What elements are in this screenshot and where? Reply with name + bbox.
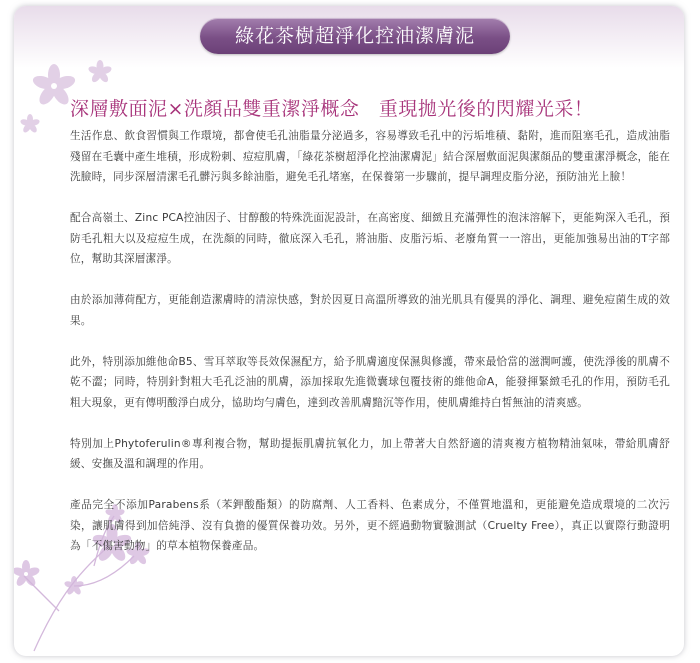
- body-text: [70, 126, 670, 577]
- paragraph-mint: 由於添加薄荷配方，更能創造潔膚時的清涼快感，對於因夏日高溫所導致的油光肌具有優異的淨化、調理、避免痘菌生成的效果。: [70, 294, 670, 327]
- page-title: 綠花茶樹超淨化控油潔膚泥: [200, 18, 510, 54]
- paragraph-ingredients: 配合高嶺土、Zinc PCA控油因子、甘醇酸的特殊洗面泥設計，在高密度、細緻且充滿彈性的泡沫溶解下，更能夠深入毛孔，預防毛孔粗大以及痘痘生成，在洗顏的同時，徹底深入毛孔，將油脂、皮脂污垢、老廢角質一一溶出，更能加強易出油的T字部位，幫助其深層潔淨。: [70, 212, 670, 265]
- paragraph-phytoferulin: 特別加上Phytoferulin®專利複合物，幫助提振肌膚抗氧化力，加上帶著大自然舒適的清爽複方植物精油氣味，帶給肌膚舒緩、安撫及溫和調理的作用。: [70, 437, 670, 470]
- paragraph-intro: 生活作息、飲食習慣與工作環境，都會使毛孔油脂量分泌過多，容易導致毛孔中的污垢堆積、黏附，進而阻塞毛孔，造成油脂殘留在毛囊中產生堆積，形成粉刺、痘痘肌膚，「綠花茶樹超淨化控油潔膚泥」結合深層敷面泥與潔顏品的雙重潔淨概念，能在洗臉時，同步深層清潔毛孔髒污與多餘油脂，避免毛孔堵塞，在保養第一步驟前，提早調理皮脂分泌，預防油光上臉！: [70, 130, 670, 183]
- paragraph-moisture: 此外，特別添加維他命B5、雪耳萃取等長效保濕配方，給予肌膚適度保濕與修護，帶來最恰當的滋潤呵護，使洗淨後的肌膚不乾不澀；同時，特別針對粗大毛孔泛油的肌膚，添加採取先進微囊球包覆技術的維他命A，能發揮緊緻毛孔的作用，預防毛孔粗大現象，更有傳明酸淨白成分，協助均勻膚色，達到改善肌膚黯沉等作用，使肌膚維持白皙無油的清爽感。: [70, 355, 670, 409]
- content-card: [14, 6, 684, 656]
- paragraph-cruelty-free: 產品完全不添加Parabens系（苯鉀酸酯類）的防腐劑、人工香料、色素成分，不僅質地溫和，更能避免造成環境的二次污染，讓肌膚得到加倍純淨、沒有負擔的優質保養功效。另外，更不經過動物實驗測試（Cruelty Free），真正以實際行動證明為「不傷害動物」的草本植物保養產品。: [70, 499, 670, 552]
- headline: 深層敷面泥×洗顏品雙重潔淨概念 重現拋光後的閃耀光采！: [70, 98, 594, 120]
